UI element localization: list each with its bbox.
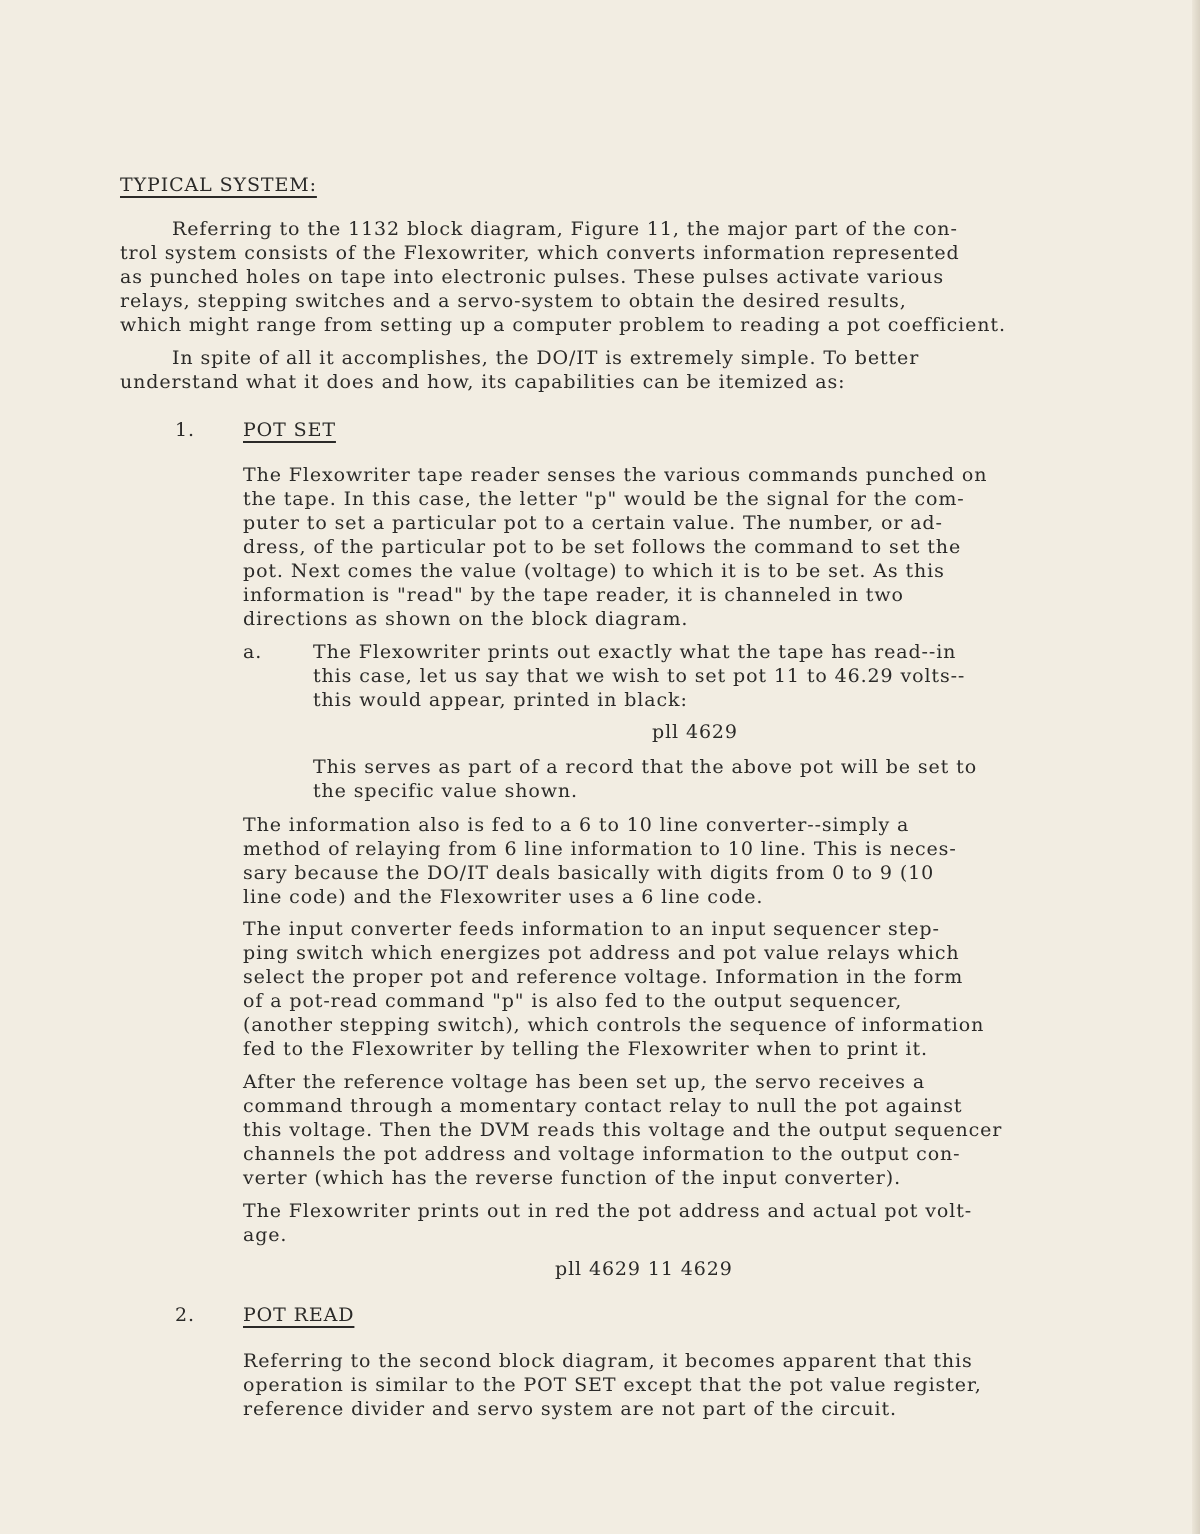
- spite-line: understand what it does and how, its capabilities can be itemized as:: [120, 371, 846, 393]
- converter-line: sary because the DO/IT deals basically with digits from 0 to 9 (10: [243, 862, 935, 884]
- input-line: of a pot-read command "p" is also fed to the output sequencer,: [243, 990, 903, 1012]
- after-line: this voltage. Then the DVM reads this voltage and the output sequencer: [243, 1119, 1003, 1141]
- input-line: select the proper pot and reference voltage. Information in the form: [243, 966, 964, 988]
- converter-line: The information also is fed to a 6 to 10 line converter--simply a: [243, 814, 910, 836]
- pot-set-line: The Flexowriter tape reader senses the various commands punched on: [243, 464, 988, 486]
- intro-line: which might range from setting up a computer problem to reading a pot coefficient.: [120, 314, 1006, 336]
- input-line: fed to the Flexowriter by telling the Flexowriter when to print it.: [243, 1038, 928, 1060]
- section-heading: TYPICAL SYSTEM:: [120, 174, 317, 196]
- serves-line: the specific value shown.: [313, 780, 578, 802]
- pot-set-line: information is "read" by the tape reader, it is channeled in two: [243, 584, 904, 606]
- intro-line: Referring to the 1132 block diagram, Figure 11, the major part of the con-: [172, 218, 958, 240]
- intro-line: relays, stepping switches and a servo-system to obtain the desired results,: [120, 290, 907, 312]
- after-line: command through a momentary contact relay to null the pot against: [243, 1095, 963, 1117]
- sub-item-line: this would appear, printed in black:: [313, 689, 688, 711]
- item-title: POT SET: [243, 419, 336, 441]
- pot-set-line: pot. Next comes the value (voltage) to which it is to be set. As this: [243, 560, 945, 582]
- converter-line: method of relaying from 6 line information to 10 line. This is neces-: [243, 838, 957, 860]
- sub-item-line: this case, let us say that we wish to set pot 11 to 46.29 volts--: [313, 665, 966, 687]
- after-line: After the reference voltage has been set up, the servo receives a: [243, 1071, 926, 1093]
- example-printout: pll 4629: [652, 721, 738, 743]
- item-number: 1.: [175, 419, 195, 441]
- serves-line: This serves as part of a record that the above pot will be set to: [313, 756, 978, 778]
- sub-item-letter: a.: [243, 641, 263, 663]
- converter-line: line code) and the Flexowriter uses a 6 line code.: [243, 886, 764, 908]
- page-edge: [1192, 0, 1200, 1534]
- intro-line: as punched holes on tape into electronic pulses. These pulses activate various: [120, 266, 945, 288]
- pot-set-line: directions as shown on the block diagram.: [243, 608, 689, 630]
- pot-set-line: puter to set a particular pot to a certain value. The number, or ad-: [243, 512, 943, 534]
- pot-read-line: Referring to the second block diagram, it becomes apparent that this: [243, 1350, 973, 1372]
- intro-line: trol system consists of the Flexowriter, which converts information represented: [120, 242, 960, 264]
- input-line: (another stepping switch), which controls the sequence of information: [243, 1014, 985, 1036]
- pot-read-line: reference divider and servo system are not part of the circuit.: [243, 1398, 897, 1420]
- pot-set-line: dress, of the particular pot to be set follows the command to set the: [243, 536, 962, 558]
- red-line: age.: [243, 1224, 288, 1246]
- after-line: verter (which has the reverse function of the input converter).: [243, 1167, 902, 1189]
- item-number: 2.: [175, 1304, 195, 1326]
- pot-set-line: the tape. In this case, the letter "p" would be the signal for the com-: [243, 488, 965, 510]
- spite-line: In spite of all it accomplishes, the DO/IT is extremely simple. To better: [172, 347, 920, 369]
- example-printout-red: pll 4629 11 4629: [555, 1258, 733, 1280]
- after-line: channels the pot address and voltage information to the output con-: [243, 1143, 961, 1165]
- sub-item-line: The Flexowriter prints out exactly what the tape has read--in: [313, 641, 957, 663]
- pot-read-line: operation is similar to the POT SET except that the pot value register,: [243, 1374, 982, 1396]
- red-line: The Flexowriter prints out in red the pot address and actual pot volt-: [243, 1200, 973, 1222]
- item-title: POT READ: [243, 1304, 355, 1326]
- input-line: The input converter feeds information to an input sequencer step-: [243, 918, 940, 940]
- input-line: ping switch which energizes pot address and pot value relays which: [243, 942, 960, 964]
